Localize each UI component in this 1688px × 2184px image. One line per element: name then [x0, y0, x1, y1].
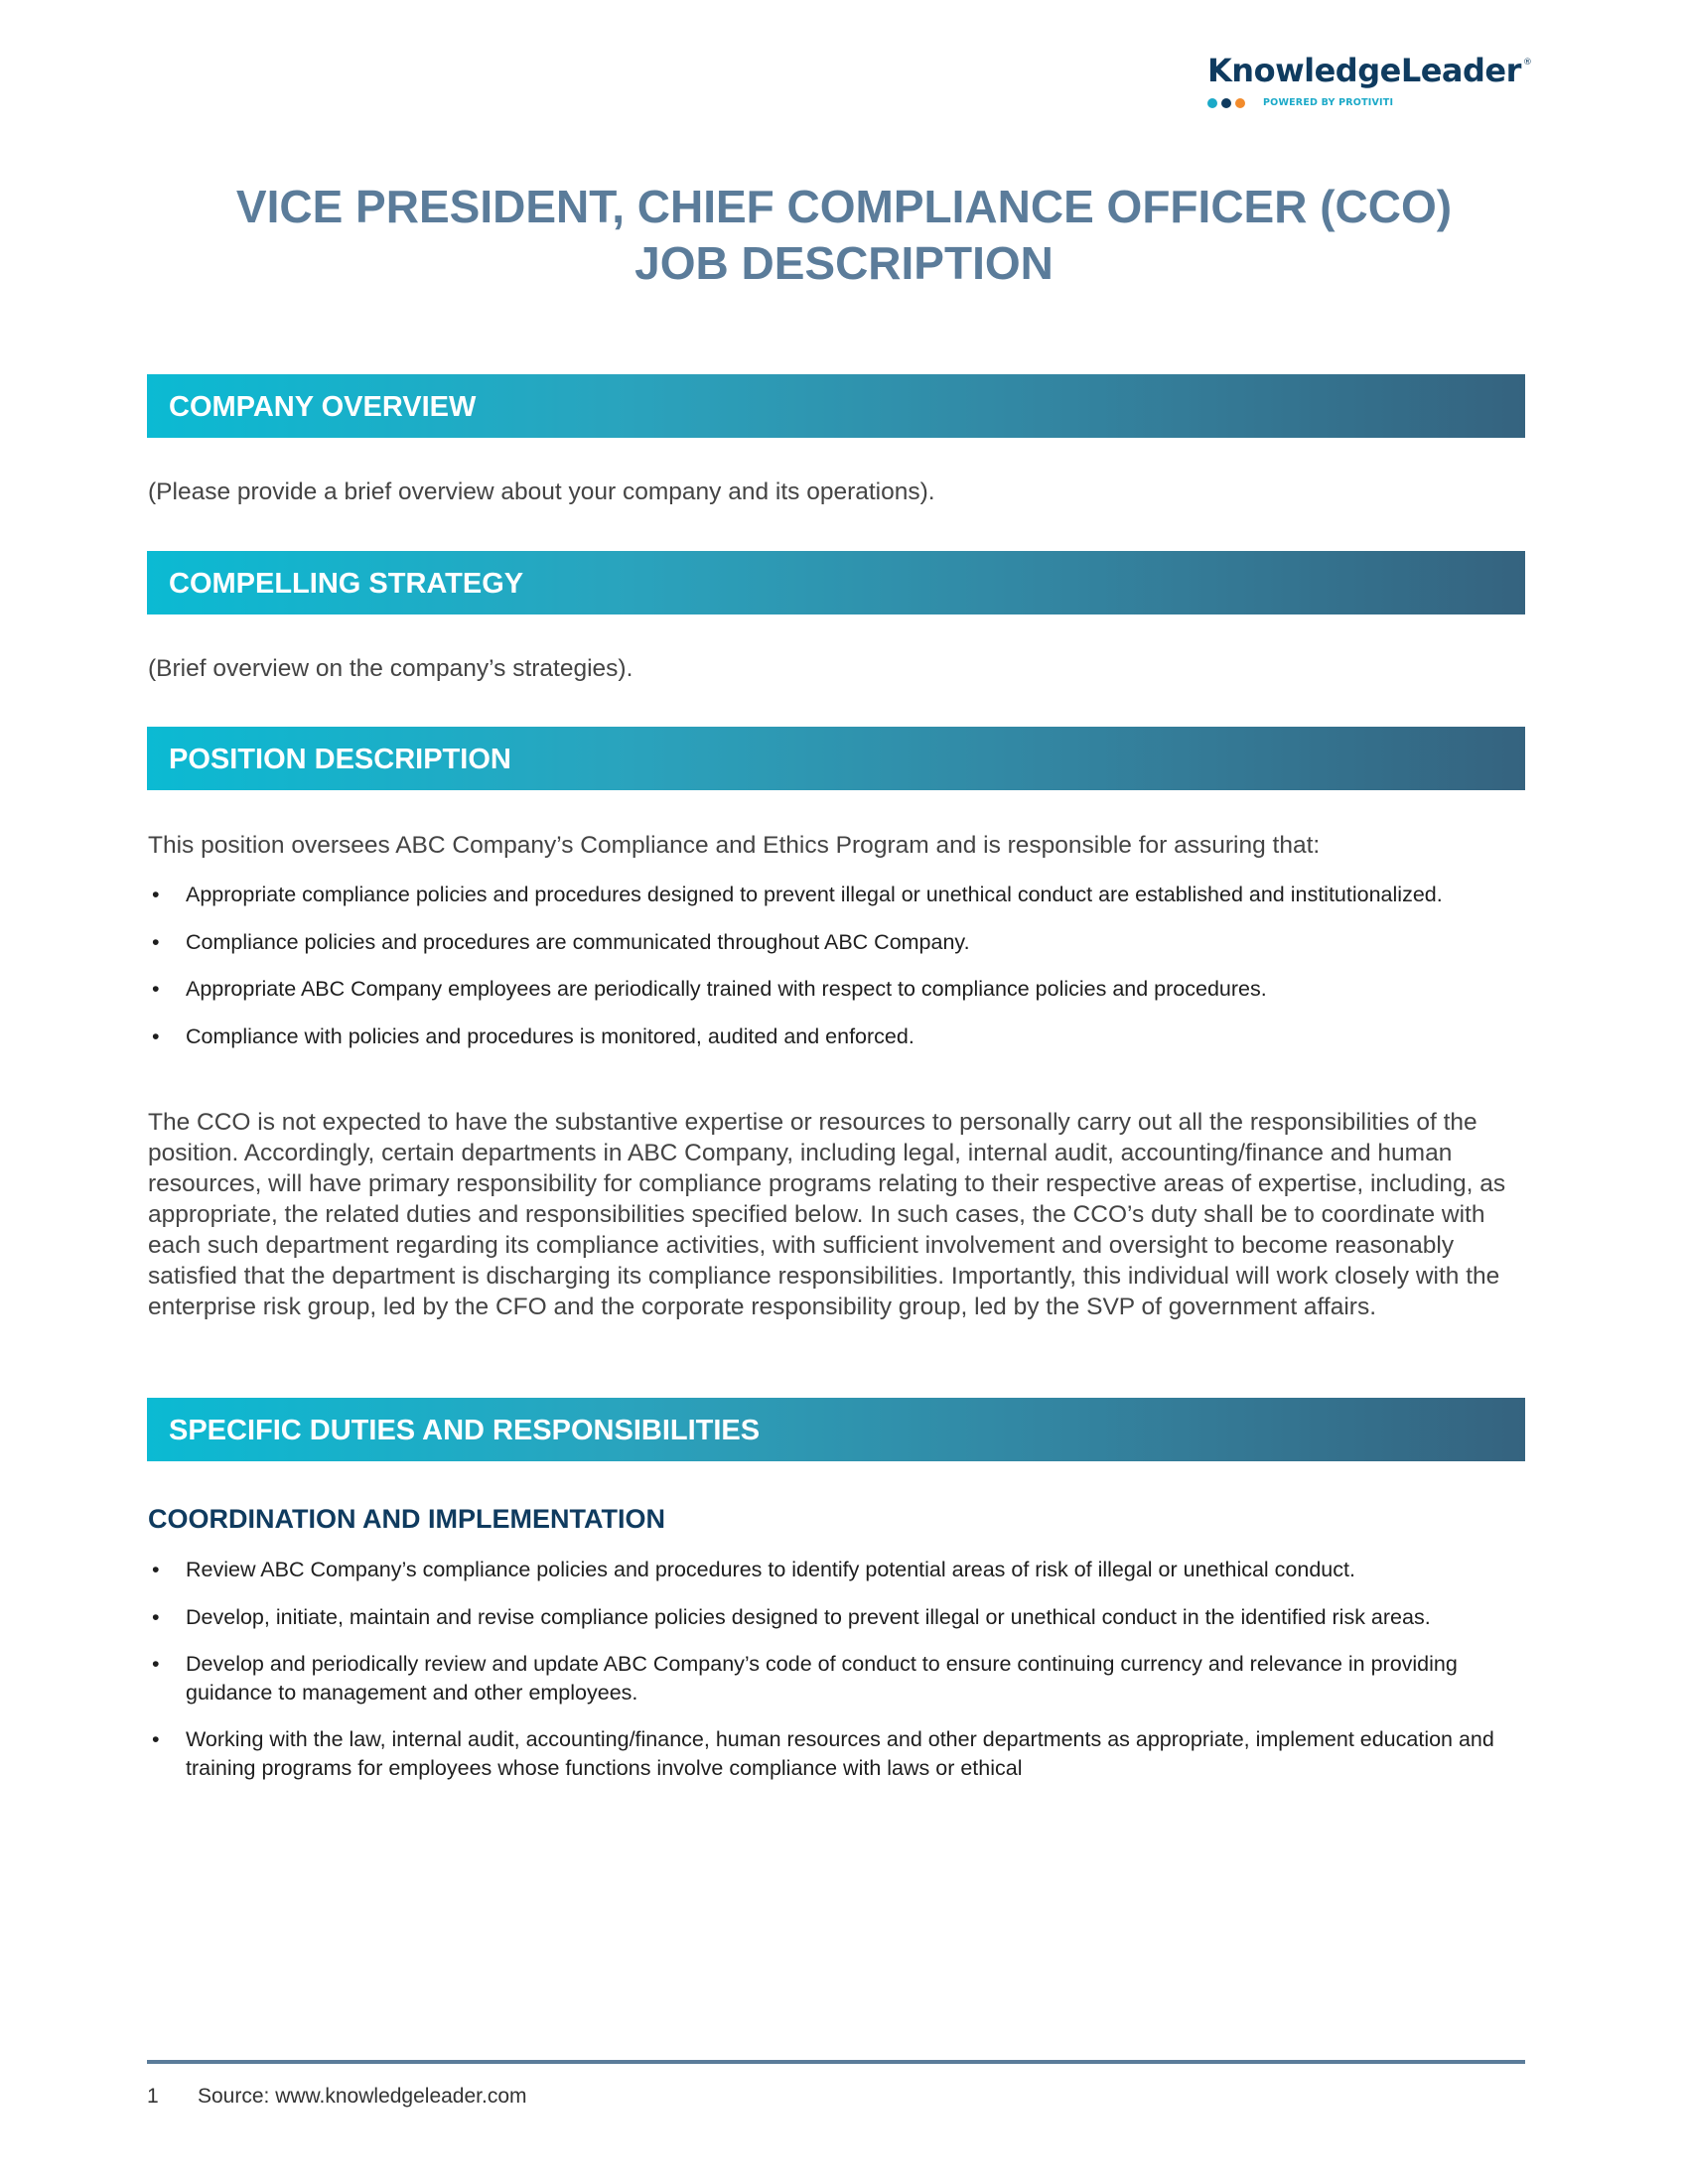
- section-header-specific-duties: [147, 1398, 1525, 1461]
- list-item-text: Review ABC Company’s compliance policies and procedures to identify potential areas of risk of illegal or unethical conduct.: [186, 1558, 1355, 1581]
- section-heading: POSITION DESCRIPTION: [169, 744, 511, 775]
- section-header-company-overview: [147, 374, 1525, 438]
- list-item: [148, 1650, 1533, 1706]
- logo-dot-navy-icon: [1221, 98, 1231, 108]
- bullet-icon: •: [152, 1727, 160, 1751]
- registered-mark: ®: [1522, 58, 1532, 68]
- list-item-text: Compliance policies and procedures are communicated throughout ABC Company.: [186, 929, 970, 954]
- company-overview-text: (Please provide a brief overview about your company and its operations).: [148, 478, 935, 505]
- bullet-icon: •: [152, 1604, 160, 1629]
- logo-wordmark: [1207, 52, 1535, 89]
- position-bullet-list: [148, 881, 1533, 1069]
- section-heading: COMPELLING STRATEGY: [169, 568, 524, 600]
- subheading-coordination: COORDINATION AND IMPLEMENTATION: [148, 1504, 665, 1534]
- section-header-compelling-strategy: [147, 551, 1525, 614]
- list-item-text: Appropriate compliance policies and procedures designed to prevent illegal or unethical conduct are established and institutionalized.: [186, 883, 1443, 906]
- footer-rule: [147, 2060, 1525, 2064]
- section-heading: SPECIFIC DUTIES AND RESPONSIBILITIES: [169, 1415, 761, 1446]
- logo-tagline: POWERED BY PROTIVITI: [1263, 97, 1394, 108]
- bullet-icon: •: [152, 929, 160, 954]
- bullet-icon: •: [152, 1024, 160, 1048]
- position-intro-text: This position oversees ABC Company’s Compliance and Ethics Program and is responsible for assuring that:: [148, 832, 1321, 859]
- list-item-text: Develop and periodically review and update ABC Company’s code of conduct to ensure continuing currency and relevance in providing guidance to management and other employees.: [186, 1652, 1458, 1705]
- bullet-icon: •: [152, 1558, 160, 1581]
- list-item: [148, 1023, 1533, 1051]
- logo-wordmark-text: KnowledgeLeader: [1207, 52, 1521, 89]
- compelling-strategy-text: (Brief overview on the company’s strategies).: [148, 655, 633, 682]
- document-title: [0, 179, 1688, 292]
- list-item-text: Develop, initiate, maintain and revise compliance policies designed to prevent illegal or unethical conduct in the identified risk areas.: [186, 1604, 1431, 1629]
- page-number: 1: [147, 2085, 159, 2108]
- list-item-text: Compliance with policies and procedures is monitored, audited and enforced.: [186, 1024, 914, 1048]
- title-line-1: VICE PRESIDENT, CHIEF COMPLIANCE OFFICER (CCO): [235, 181, 1453, 232]
- bullet-icon: •: [152, 1652, 160, 1676]
- position-paragraph: The CCO is not expected to have the substantive expertise or resources to personally carry out all the responsibilities of the position. Accordingly, certain departments in ABC Company, including legal, internal audit, accounting/finance and human resources, will have primary responsibility for compliance programs relating to their respective areas of expertise, including, as appropriate, the related duties and responsibilities specified below. In such cases, the CCO’s duty shall be to coordinate with each such department regarding its compliance activities, with sufficient involvement and oversight to become reasonably satisfied that the department is discharging its compliance responsibilities. Importantly, this individual will work closely with the enterprise risk group, led by the CFO and the corporate responsibility group, led by the SVP of government affairs.: [148, 1109, 1506, 1320]
- list-item: [148, 1603, 1533, 1632]
- duties-bullet-list: [148, 1556, 1533, 1801]
- logo-dot-cyan-icon: [1207, 98, 1217, 108]
- knowledgeleader-logo: [1207, 52, 1535, 108]
- bullet-icon: •: [152, 883, 160, 906]
- bullet-icon: •: [152, 977, 160, 1001]
- list-item-text: Working with the law, internal audit, accounting/finance, human resources and other departments as appropriate, implement education and training programs for employees whose functions involve compliance with laws or ethical: [186, 1727, 1494, 1780]
- list-item: [148, 1556, 1533, 1584]
- list-item: [148, 928, 1533, 957]
- list-item: [148, 975, 1533, 1004]
- list-item: [148, 881, 1533, 909]
- section-heading: COMPANY OVERVIEW: [169, 391, 477, 423]
- footer-source: Source: www.knowledgeleader.com: [198, 2085, 527, 2108]
- logo-dot-orange-icon: [1235, 98, 1245, 108]
- section-header-position-description: [147, 727, 1525, 790]
- title-line-2: JOB DESCRIPTION: [634, 237, 1054, 289]
- list-item: [148, 1725, 1533, 1782]
- list-item-text: Appropriate ABC Company employees are periodically trained with respect to compliance policies and procedures.: [186, 977, 1267, 1001]
- logo-tagline-row: [1207, 97, 1535, 108]
